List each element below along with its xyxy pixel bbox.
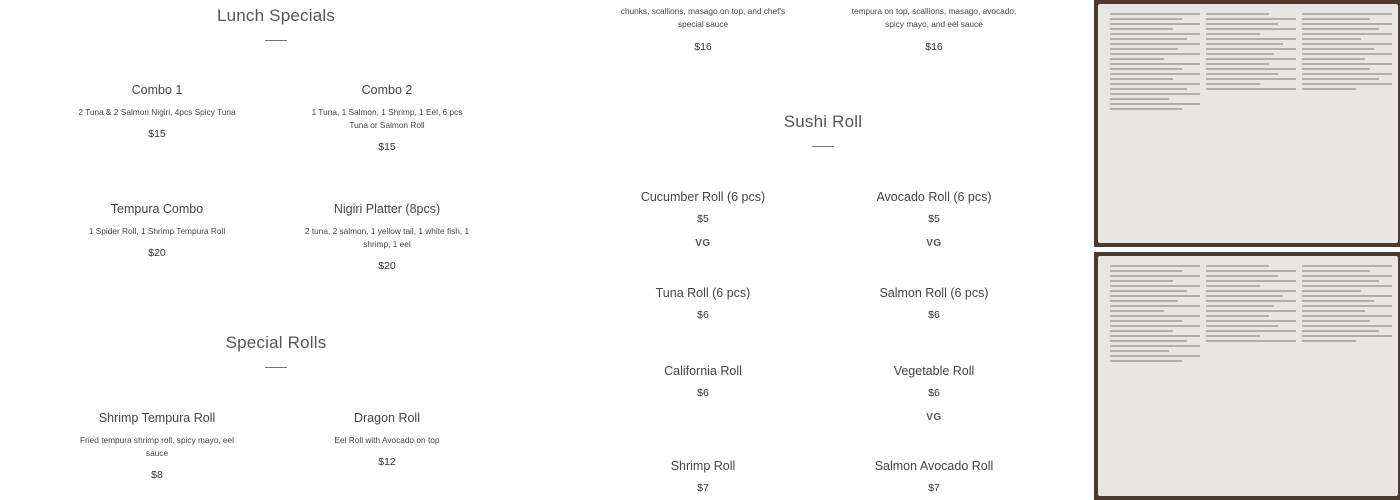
item-description: Eel Roll with Avocado on top (334, 435, 440, 445)
item-price: $15 (378, 141, 396, 153)
item-description: 2 Tuna & 2 Salmon Nigiri, 4pcs Spicy Tuna (78, 107, 236, 117)
item-name: Combo 2 (361, 83, 413, 97)
item-price: $5 (928, 213, 940, 225)
vegetarian-badge: VG (926, 412, 942, 423)
item-name: California Roll (664, 364, 742, 378)
section-title-special-rolls: Special Rolls (225, 333, 327, 352)
item-price: $6 (697, 387, 709, 399)
section-divider (812, 146, 834, 147)
item-description: tempura on top, scallions, masago, avocado, spicy mayo, and eel sauce (851, 6, 1017, 29)
menu-item-partial-left (618, 5, 788, 53)
menu-item-vegetable-roll (849, 364, 1019, 423)
menu-item-cucumber-roll (618, 190, 788, 249)
menu-item-avocado-roll (849, 190, 1019, 249)
menu-item-salmon-avocado-roll (849, 459, 1019, 494)
item-price: $12 (378, 456, 396, 468)
item-name: Vegetable Roll (893, 364, 975, 378)
item-price: $20 (148, 247, 166, 259)
item-name: Cucumber Roll (6 pcs) (640, 190, 766, 204)
vegetarian-badge: VG (695, 238, 711, 249)
menu-photo-bottom[interactable] (1094, 252, 1400, 500)
item-price: $7 (928, 482, 940, 494)
item-name: Tuna Roll (6 pcs) (655, 286, 751, 300)
item-name: Salmon Avocado Roll (874, 459, 994, 473)
item-description: 1 Tuna, 1 Salmon, 1 Shrimp, 1 Eel, 6 pcs Tuna or Salmon Roll (311, 107, 463, 130)
item-price: $15 (148, 128, 166, 140)
section-title-sushi-roll: Sushi Roll (783, 112, 863, 131)
item-price: $16 (925, 41, 943, 53)
item-price: $8 (151, 469, 163, 481)
menu-item-tempura-combo (72, 202, 242, 259)
section-title-lunch-specials: Lunch Specials (216, 6, 336, 25)
menu-item-combo-1 (72, 83, 242, 140)
section-divider (265, 40, 287, 41)
item-name: Dragon Roll (353, 411, 420, 425)
menu-photo-icon (1098, 4, 1398, 243)
item-description: 1 Spider Roll, 1 Shrimp Tempura Roll (88, 226, 226, 236)
menu-item-tuna-roll (618, 286, 788, 321)
item-name: Avocado Roll (6 pcs) (876, 190, 992, 204)
menu-item-california-roll (618, 364, 788, 399)
menu-item-salmon-roll (849, 286, 1019, 321)
item-description: chunks, scallions, masago on top, and chef's special sauce (620, 6, 786, 29)
item-name: Salmon Roll (6 pcs) (879, 286, 989, 300)
menu-item-shrimp-roll (618, 459, 788, 494)
item-name: Combo 1 (131, 83, 183, 97)
item-price: $16 (694, 41, 712, 53)
menu-item-combo-2 (302, 83, 472, 153)
vegetarian-badge: VG (926, 238, 942, 249)
item-description: Fried tempura shrimp roll, spicy mayo, eel sauce (79, 435, 234, 458)
item-price: $7 (697, 482, 709, 494)
menu-item-dragon-roll (302, 411, 472, 468)
item-name: Tempura Combo (110, 202, 204, 216)
item-name: Shrimp Tempura Roll (98, 411, 216, 425)
item-price: $5 (697, 213, 709, 225)
item-price: $20 (378, 260, 396, 272)
item-price: $6 (928, 309, 940, 321)
item-price: $6 (928, 387, 940, 399)
item-description: 2 tuna, 2 salmon, 1 yellow tail, 1 white fish, 1 shrimp, 1 eel (304, 226, 470, 249)
menu-item-shrimp-tempura-roll (72, 411, 242, 481)
menu-photo-icon (1098, 256, 1398, 496)
item-name: Shrimp Roll (670, 459, 736, 473)
item-price: $6 (697, 309, 709, 321)
menu-item-partial-right (849, 5, 1019, 53)
item-name: Nigiri Platter (8pcs) (333, 202, 441, 216)
menu-photo-top[interactable] (1094, 0, 1400, 247)
section-divider (265, 367, 287, 368)
menu-item-nigiri-platter (302, 202, 472, 272)
